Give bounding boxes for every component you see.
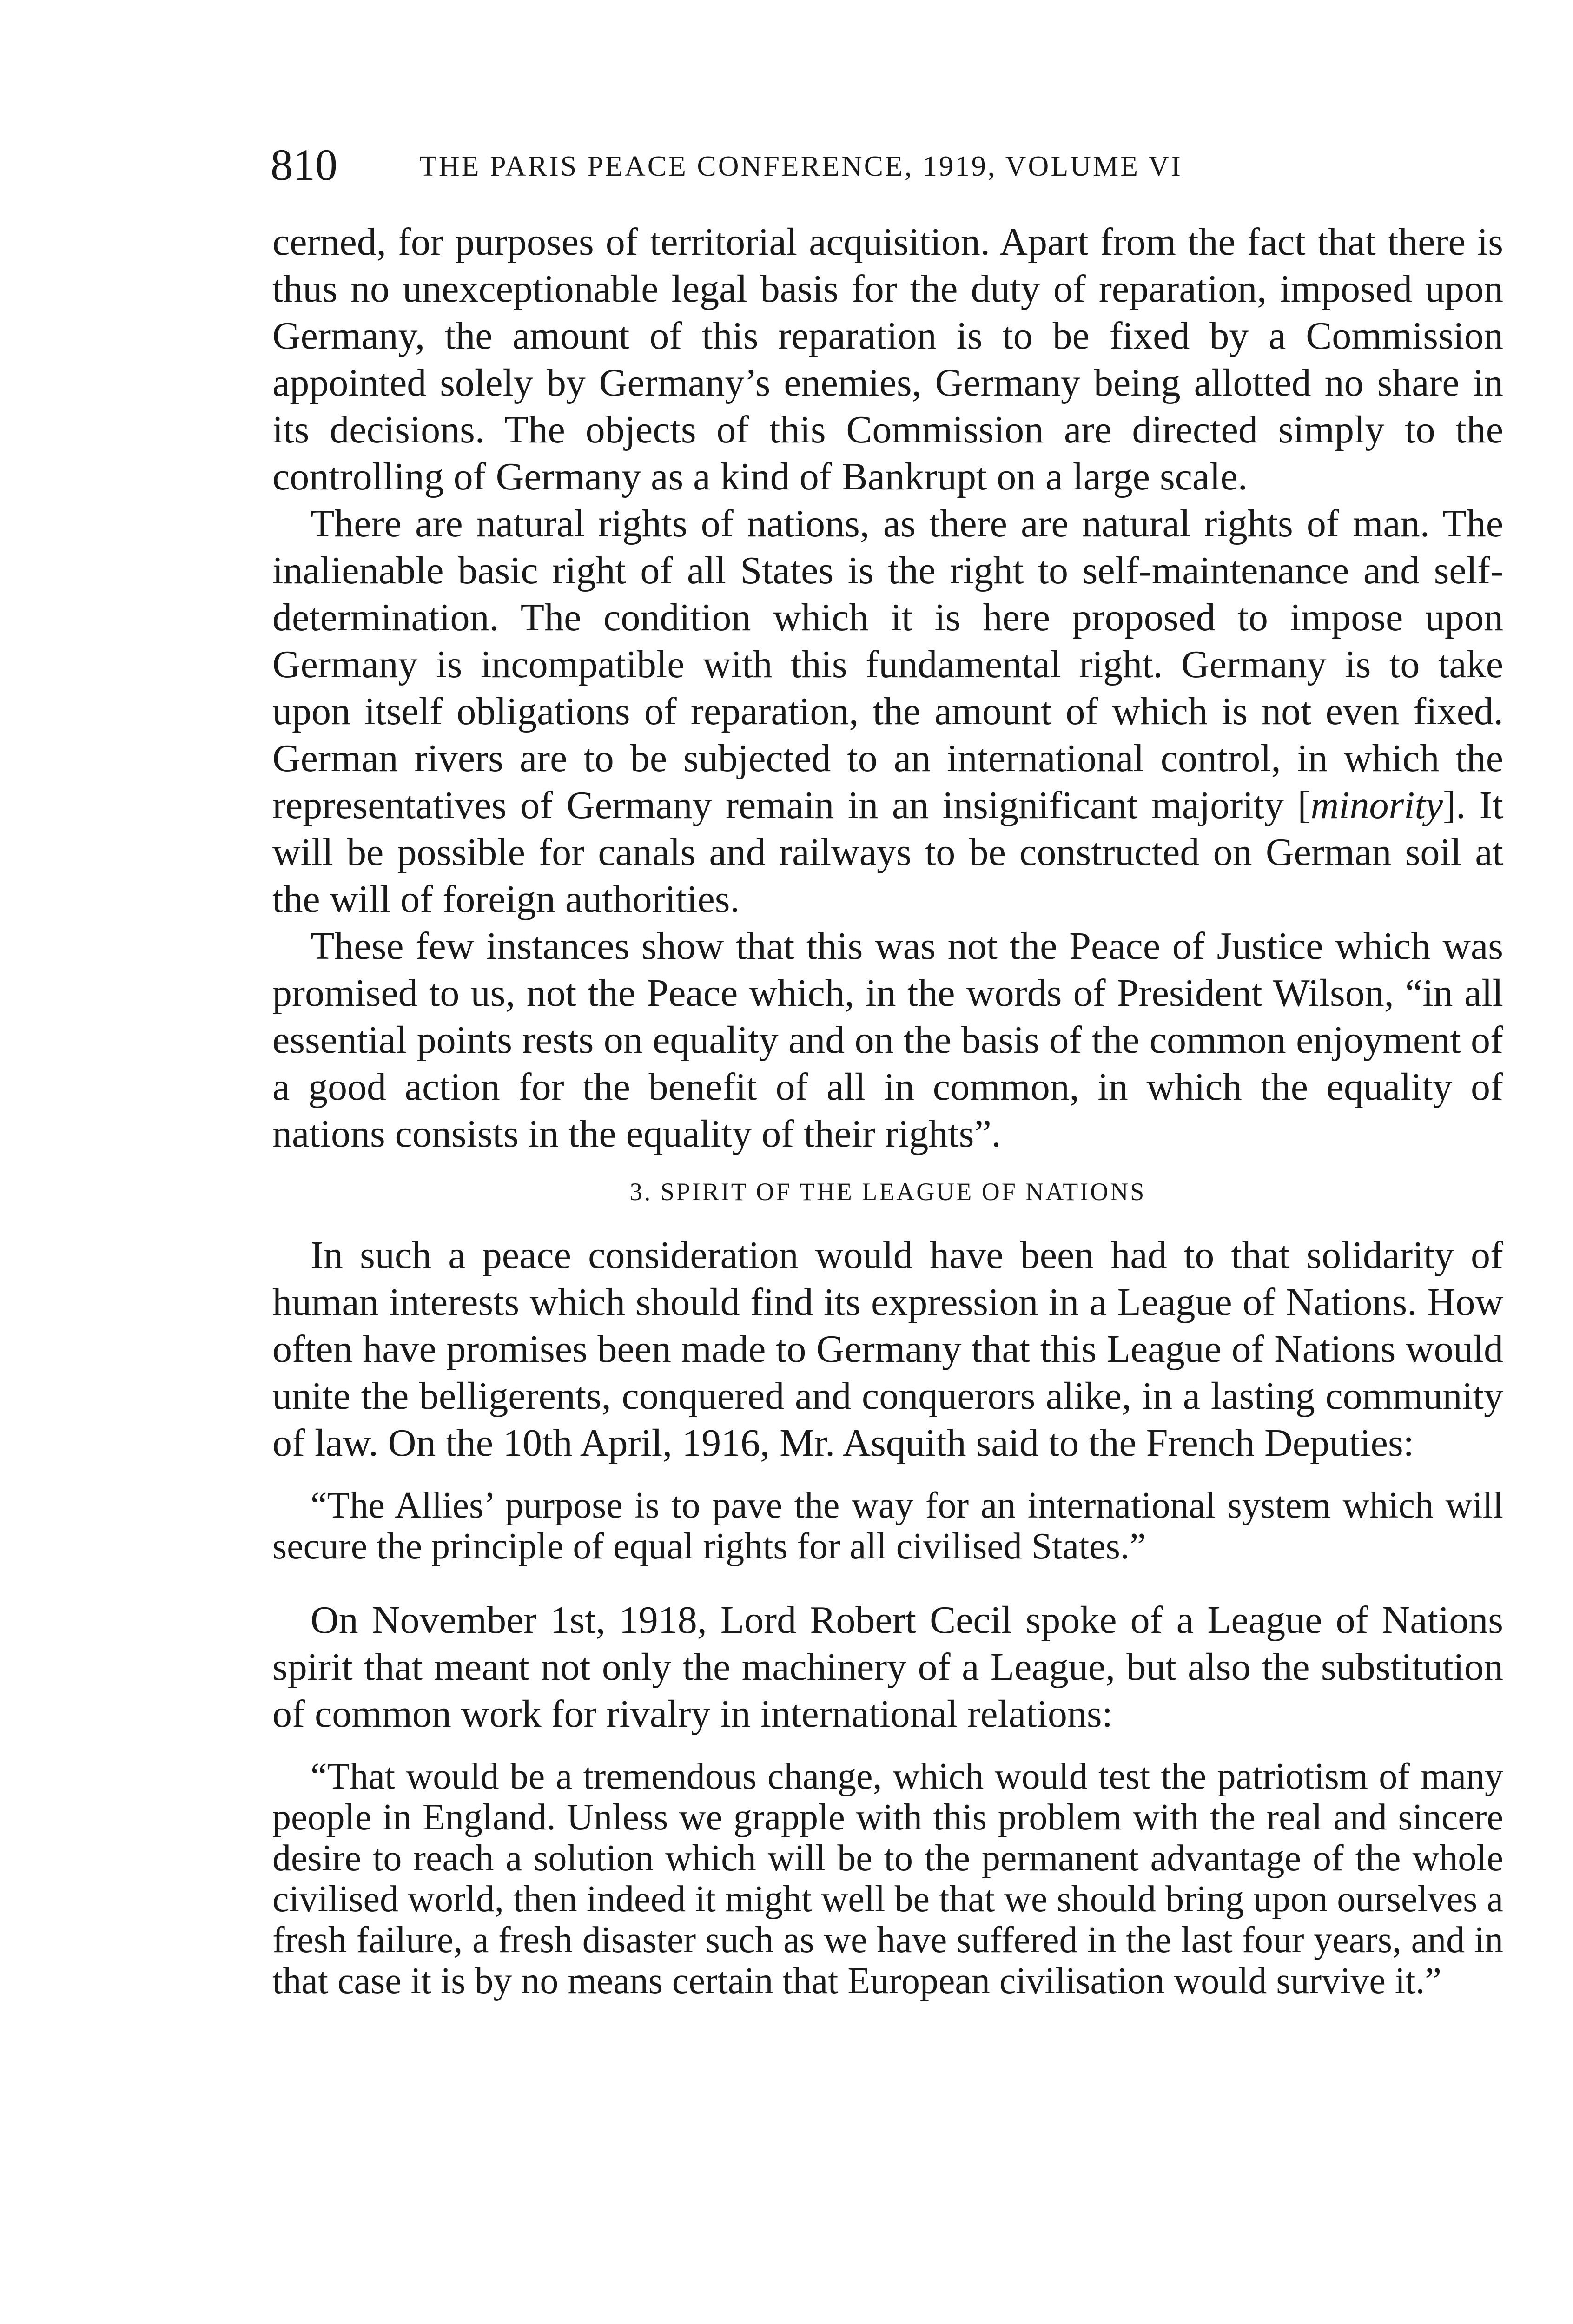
section-heading: 3. SPIRIT OF THE LEAGUE OF NATIONS <box>629 1178 1146 1206</box>
running-title: THE PARIS PEACE CONFERENCE, 1919, VOLUME VI <box>419 151 1183 182</box>
page-header <box>271 139 1526 191</box>
paragraph-league-solidarity: In such a peace consideration would have been had to that solidarity of human interests which should find its expression in a League of Nations. How often have promises been made to Germany that this League of Nations would unite the belligerents, conquered and conquerors alike, in a lasting community of law. On the 10th April, 1916, Mr. Asquith said to the French Deputies: <box>272 1234 1503 1465</box>
block-quote-asquith: “The Allies’ purpose is to pave the way for an international system which will secure the principle of equal rights for all civilised States.” <box>272 1485 1503 1567</box>
page-number: 810 <box>271 140 337 190</box>
italic-word-minority: minority <box>1310 784 1443 827</box>
block-quote-cecil: “That would be a tremendous change, which would test the patriotism of many people in England. Unless we grapple with this problem with the real and sincere desire to reach a solution which will be to the permanent advantage of the whole civilised world, then indeed it might well be that we should bring upon ourselves a fresh failure, a fresh disaster such as we have suffered in the last four years, and in that case it is by no means certain that European civilisation would survive it.” <box>272 1756 1503 2001</box>
paragraph-natural-rights <box>272 500 1503 923</box>
paragraph-continued: cerned, for purposes of territorial acquisition. Apart from the fact that there is thus no unexceptionable legal basis for the duty of reparation, imposed upon Germany, the amount of this reparation is to be fixed by a Commission appointed solely by Germany’s enemies, Germany being allotted no share in its decisions. The objects of this Commission are directed simply to the controlling of Germany as a kind of Bankrupt on a large scale. <box>272 220 1503 498</box>
paragraph-peace-of-justice: These few instances show that this was not the Peace of Justice which was promised to us, not the Peace which, in the words of President Wilson, “in all essential points rests on equality and on the basis of the common enjoyment of a good action for the benefit of all in common, in which the equality of nations consists in the equality of their rights”. <box>272 924 1503 1155</box>
paragraph-lord-cecil: On November 1st, 1918, Lord Robert Cecil spoke of a League of Nations spirit that meant not only the machinery of a League, but also the substitution of common work for rivalry in international relations: <box>272 1598 1503 1736</box>
page-body <box>272 218 1503 2001</box>
paragraph-text-part: There are natural rights of nations, as there are natural rights of man. The inalienable basic right of all States is the right to self-maintenance and self-determination. The condition which it is here proposed to impose upon Germany is incompatible with this fundamental right. Germany is to take upon itself obligations of reparation, the amount of which is not even fixed. German rivers are to be subjected to an international control, in which the representatives of Germany remain in an insignificant majority [ <box>272 502 1503 827</box>
paragraph-text-part: ]. It will be possible for canals and railways to be constructed on German soil at the will of foreign authorities. <box>272 784 1503 921</box>
